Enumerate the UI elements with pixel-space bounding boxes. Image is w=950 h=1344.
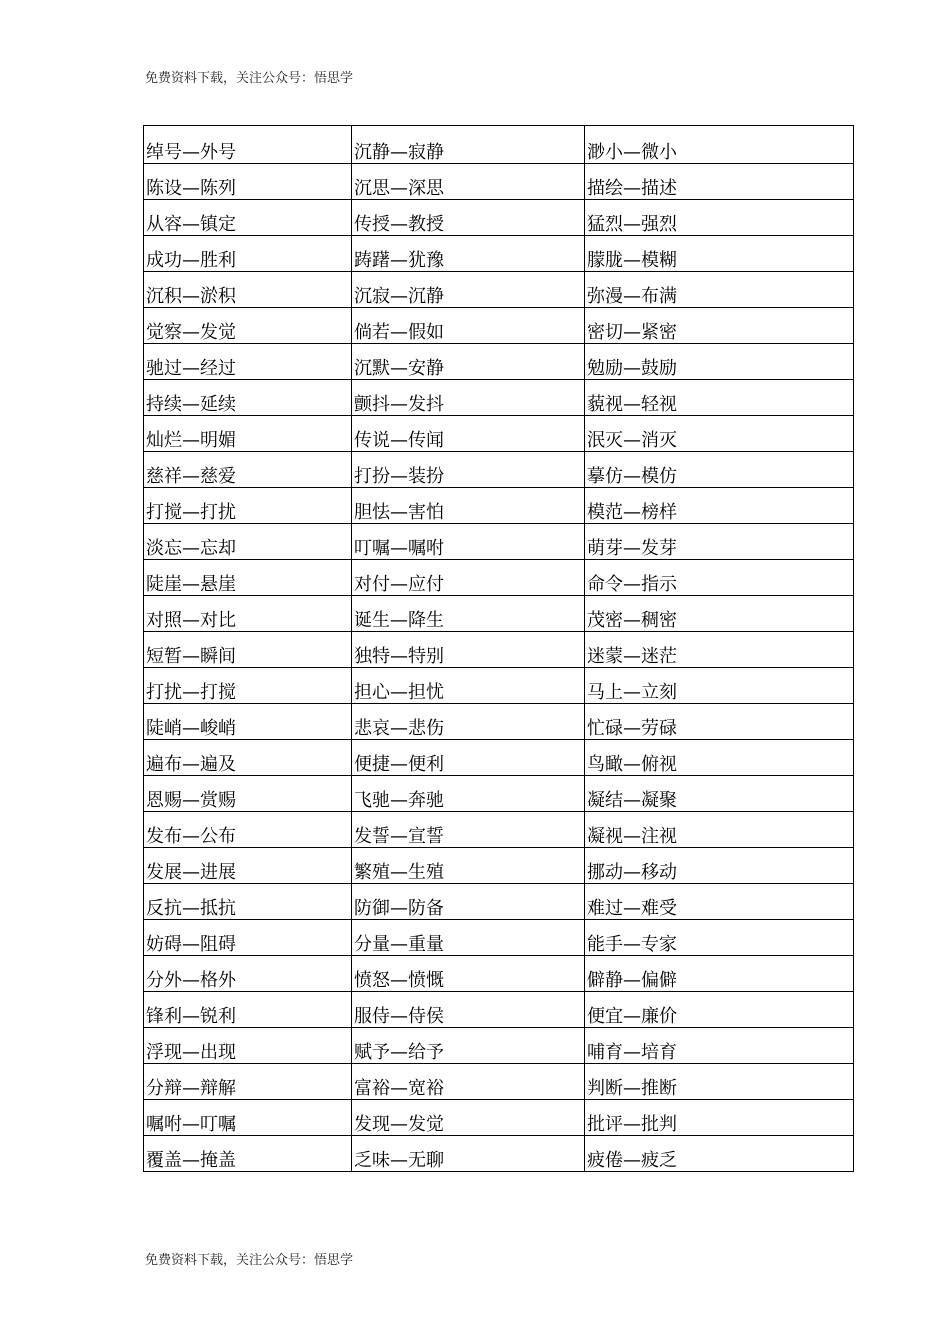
synonym-pair-cell: 分量—重量 [352,920,585,956]
synonym-pair-cell: 摹仿—模仿 [585,452,854,488]
synonym-pair-cell: 迷蒙—迷茫 [585,632,854,668]
synonym-pair-cell: 打搅—打扰 [144,488,352,524]
synonym-pair-cell: 诞生—降生 [352,596,585,632]
synonym-pair-cell: 飞驰—奔驰 [352,776,585,812]
table-row [144,416,854,452]
synonym-pair-cell: 嘱咐—叮嘱 [144,1100,352,1136]
table-row [144,884,854,920]
synonym-pair-cell: 能手—专家 [585,920,854,956]
synonym-pair-cell: 富裕—宽裕 [352,1064,585,1100]
synonym-pair-cell: 模范—榜样 [585,488,854,524]
table-row [144,524,854,560]
synonym-pair-cell: 愤怒—愤慨 [352,956,585,992]
synonym-pair-cell: 短暂—瞬间 [144,632,352,668]
synonym-pair-cell: 泯灭—消灭 [585,416,854,452]
table-row [144,236,854,272]
table-row [144,812,854,848]
table-row [144,1136,854,1172]
table-body [144,126,854,1172]
table-row [144,200,854,236]
table-row [144,452,854,488]
header-note: 免费资料下载，关注公众号：悟思学 [145,71,354,86]
synonym-pair-cell: 打扰—打搅 [144,668,352,704]
synonym-pair-cell: 疲倦—疲乏 [585,1136,854,1172]
synonym-pair-cell: 赋予—给予 [352,1028,585,1064]
table-row [144,632,854,668]
table-row [144,560,854,596]
synonym-pair-cell: 茂密—稠密 [585,596,854,632]
synonym-pair-cell: 发布—公布 [144,812,352,848]
table-row [144,344,854,380]
synonym-pair-cell: 僻静—偏僻 [585,956,854,992]
synonym-pair-cell: 独特—特别 [352,632,585,668]
synonym-pair-cell: 驰过—经过 [144,344,352,380]
synonym-pair-cell: 凝结—凝聚 [585,776,854,812]
synonym-pair-cell: 发现—发觉 [352,1100,585,1136]
table-row [144,740,854,776]
synonym-pair-cell: 描绘—描述 [585,164,854,200]
table-row [144,488,854,524]
synonym-pair-cell: 繁殖—生殖 [352,848,585,884]
synonym-pair-cell: 悲哀—悲伤 [352,704,585,740]
synonym-pair-cell: 分外—格外 [144,956,352,992]
synonym-pair-cell: 猛烈—强烈 [585,200,854,236]
synonym-pair-cell: 命令—指示 [585,560,854,596]
synonym-pair-cell: 对照—对比 [144,596,352,632]
synonym-pair-cell: 忙碌—劳碌 [585,704,854,740]
synonym-pair-cell: 传说—传闻 [352,416,585,452]
synonym-pair-cell: 灿烂—明媚 [144,416,352,452]
synonym-pair-cell: 打扮—装扮 [352,452,585,488]
synonym-pair-cell: 颤抖—发抖 [352,380,585,416]
synonym-pair-cell: 乏味—无聊 [352,1136,585,1172]
synonym-pair-cell: 沉默—安静 [352,344,585,380]
table-row [144,164,854,200]
synonym-pair-cell: 渺小—微小 [585,126,854,164]
synonym-pair-cell: 陈设—陈列 [144,164,352,200]
synonym-pair-cell: 慈祥—慈爱 [144,452,352,488]
synonym-pair-cell: 判断—推断 [585,1064,854,1100]
synonym-pair-cell: 分辩—辩解 [144,1064,352,1100]
synonym-pair-cell: 从容—镇定 [144,200,352,236]
table-row [144,920,854,956]
table-row [144,1064,854,1100]
table-row [144,1028,854,1064]
synonym-pair-cell: 倘若—假如 [352,308,585,344]
synonym-pair-cell: 沉寂—沉静 [352,272,585,308]
synonym-pair-cell: 持续—延续 [144,380,352,416]
synonym-pair-cell: 反抗—抵抗 [144,884,352,920]
synonym-pair-cell: 服侍—侍侯 [352,992,585,1028]
synonym-pair-cell: 担心—担忧 [352,668,585,704]
synonym-pair-cell: 便宜—廉价 [585,992,854,1028]
synonym-pair-cell: 对付—应付 [352,560,585,596]
synonym-pair-cell: 凝视—注视 [585,812,854,848]
synonym-pair-cell: 藐视—轻视 [585,380,854,416]
synonym-pair-cell: 成功—胜利 [144,236,352,272]
synonym-pair-cell: 传授—教授 [352,200,585,236]
synonym-pair-cell: 发展—进展 [144,848,352,884]
synonym-pair-cell: 批评—批判 [585,1100,854,1136]
synonym-pair-cell: 挪动—移动 [585,848,854,884]
synonym-pair-cell: 勉励—鼓励 [585,344,854,380]
synonym-pair-cell: 沉思—深思 [352,164,585,200]
footer-note: 免费资料下载，关注公众号：悟思学 [145,1253,354,1268]
synonym-pair-cell: 便捷—便利 [352,740,585,776]
table-row [144,272,854,308]
table-row [144,308,854,344]
table-row [144,668,854,704]
synonym-pair-cell: 沉积—淤积 [144,272,352,308]
synonym-pair-cell: 弥漫—布满 [585,272,854,308]
table-row [144,956,854,992]
synonym-pair-cell: 陡崖—悬崖 [144,560,352,596]
table-row [144,992,854,1028]
synonym-pair-cell: 覆盖—掩盖 [144,1136,352,1172]
synonym-pair-cell: 浮现—出现 [144,1028,352,1064]
table-row [144,126,854,164]
synonym-pair-cell: 防御—防备 [352,884,585,920]
synonym-pair-cell: 锋利—锐利 [144,992,352,1028]
synonym-pair-cell: 萌芽—发芽 [585,524,854,560]
table-row [144,776,854,812]
synonym-pair-cell: 胆怯—害怕 [352,488,585,524]
synonym-pair-cell: 哺育—培育 [585,1028,854,1064]
synonym-pair-cell: 陡峭—峻峭 [144,704,352,740]
synonym-pair-cell: 叮嘱—嘱咐 [352,524,585,560]
table-row [144,380,854,416]
synonym-table [143,125,854,1172]
table-row [144,596,854,632]
synonym-pair-cell: 妨碍—阻碍 [144,920,352,956]
synonym-pair-cell: 发誓—宣誓 [352,812,585,848]
synonym-pair-cell: 朦胧—模糊 [585,236,854,272]
synonym-pair-cell: 恩赐—赏赐 [144,776,352,812]
synonym-pair-cell: 鸟瞰—俯视 [585,740,854,776]
synonym-pair-cell: 遍布—遍及 [144,740,352,776]
synonym-pair-cell: 淡忘—忘却 [144,524,352,560]
synonym-pair-cell: 密切—紧密 [585,308,854,344]
table-row [144,848,854,884]
synonym-pair-cell: 马上—立刻 [585,668,854,704]
synonym-pair-cell: 难过—难受 [585,884,854,920]
synonym-pair-cell: 绰号—外号 [144,126,352,164]
table-row [144,1100,854,1136]
synonym-pair-cell: 踌躇—犹豫 [352,236,585,272]
synonym-pair-cell: 沉静—寂静 [352,126,585,164]
table-row [144,704,854,740]
synonym-pair-cell: 觉察—发觉 [144,308,352,344]
